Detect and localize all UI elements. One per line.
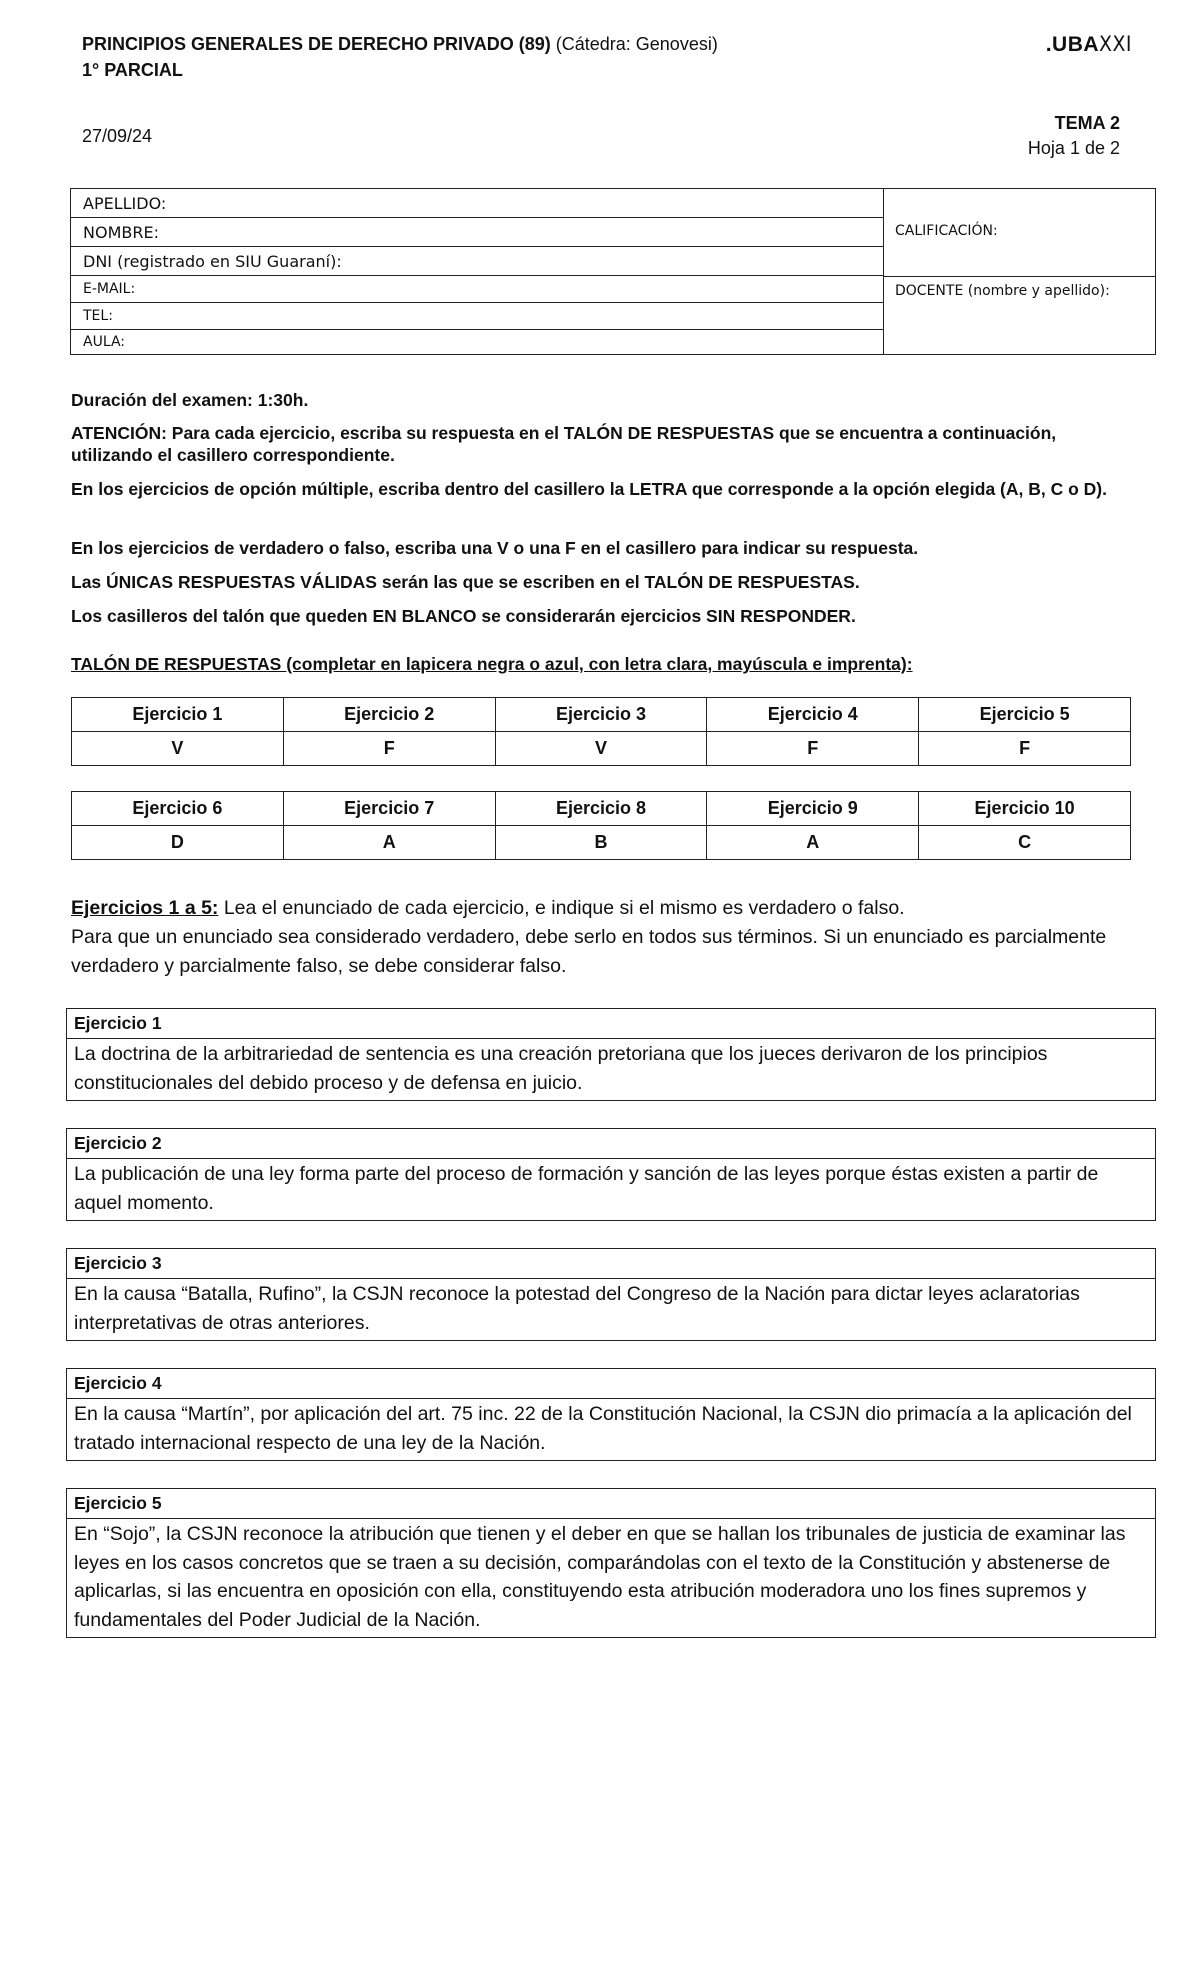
course-title [82,34,718,55]
aula-label: AULA: [83,334,125,350]
answer-header-cell: Ejercicio 4 [707,698,919,732]
answer-table-1 [71,697,1131,766]
uba-xxi-logo [1046,32,1132,57]
apellido-field[interactable] [71,189,883,218]
answer-header-cell: Ejercicio 7 [283,792,495,826]
answer-header-cell: Ejercicio 2 [283,698,495,732]
exercise-title: Ejercicio 1 [67,1009,1155,1039]
answer-header-cell: Ejercicio 8 [495,792,707,826]
answer-header-cell: Ejercicio 10 [919,792,1131,826]
instr-unicas: Las ÚNICAS RESPUESTAS VÁLIDAS serán las que se escriben en el TALÓN DE RESPUESTAS. [71,572,860,592]
exercise-title: Ejercicio 5 [67,1489,1155,1519]
exercise-5 [66,1488,1156,1638]
answer-cell[interactable]: F [919,732,1131,766]
answer-header-cell: Ejercicio 3 [495,698,707,732]
answer-header-cell: Ejercicio 5 [919,698,1131,732]
exercise-text: En la causa “Batalla, Rufino”, la CSJN reconoce la potestad del Congreso de la Nación para dictar leyes aclaratorias interpretativas de otras anteriores. [74,1283,1080,1334]
nombre-field[interactable] [71,218,883,247]
exercise-text: En la causa “Martín”, por aplicación del art. 75 inc. 22 de la Constitución Nacional, la CSJN dio primacía a la aplicación del tratado internacional respecto de una ley de la Nación. [74,1403,1132,1454]
talon-title: TALÓN DE RESPUESTAS (completar en lapicera negra o azul, con letra clara, mayúscula e imprenta): [71,654,913,674]
docente-field [883,277,1155,354]
student-info-fields [71,189,884,354]
calificacion-label: CALIFICACIÓN: [895,223,998,239]
student-info-box [70,188,1156,355]
instr-blanco: Los casilleros del talón que queden EN BLANCO se considerarán ejercicios SIN RESPONDER. [71,606,856,626]
answer-cell[interactable]: A [283,826,495,860]
exercise-title: Ejercicio 4 [67,1369,1155,1399]
ejercicios-intro-line2: Para que un enunciado sea considerado verdadero, debe serlo en todos sus términos. Si un enunciado es parcialmente verdadero y parcialmente falso, se debe considerar falso. [71,926,1107,977]
instr-duracion: Duración del examen: 1:30h. [71,390,309,410]
exercise-text: En “Sojo”, la CSJN reconoce la atribución que tienen y el deber en que se hallan los tribunales de justicia de examinar las leyes en los casos concretos que se traen a su decisión, comparándolas con el texto de la Constitución y abstenerse de aplicarlas, si las encuentra en oposición con ella, constituyendo esta atribución moderadora uno los fines supremos y fundamentales del Poder Judicial de la Nación. [74,1523,1126,1631]
exercise-3 [66,1248,1156,1341]
answer-table-2-values [72,826,1131,860]
exercise-text: La doctrina de la arbitrariedad de sentencia es una creación pretoriana que los jueces derivaron de los principios constitucionales del debido proceso y de defensa en juicio. [74,1043,1048,1094]
dni-label: DNI (registrado en SIU Guaraní): [83,251,342,271]
instr-opcion-multiple: En los ejercicios de opción múltiple, escriba dentro del casillero la LETRA que corresponde a la opción elegida (A, B, C o D). [71,479,1107,499]
aula-field[interactable] [71,330,883,354]
answer-header-cell: Ejercicio 6 [72,792,284,826]
page-count: Hoja 1 de 2 [1027,138,1120,158]
ejercicios-intro [71,894,1151,981]
answer-cell[interactable]: B [495,826,707,860]
ejercicios-intro-line1: Lea el enunciado de cada ejercicio, e indique si el mismo es verdadero o falso. [218,897,905,919]
exercise-title: Ejercicio 2 [67,1129,1155,1159]
answer-cell[interactable]: F [707,732,919,766]
answer-header-cell: Ejercicio 9 [707,792,919,826]
apellido-label: APELLIDO: [83,193,167,213]
exercise-text: La publicación de una ley forma parte del proceso de formación y sanción de las leyes porque éstas existen a partir de aquel momento. [74,1163,1099,1214]
answer-cell[interactable]: F [283,732,495,766]
logo-xxi: XXI [1099,32,1132,56]
logo-uba: .UBA [1045,33,1100,56]
answer-cell[interactable]: V [495,732,707,766]
dni-field[interactable] [71,247,883,276]
exercise-title: Ejercicio 3 [67,1249,1155,1279]
answer-table-2 [71,791,1131,860]
email-field[interactable] [71,276,883,303]
instr-verdadero-falso: En los ejercicios de verdadero o falso, escriba una V o una F en el casillero para indicar su respuesta. [71,538,919,558]
docente-label: DOCENTE (nombre y apellido): [895,283,1110,299]
answer-cell[interactable]: D [72,826,284,860]
answer-table-2-header [72,792,1131,826]
exam-tema: TEMA 2 [1054,113,1120,133]
answer-table-1-header [72,698,1131,732]
answer-cell[interactable]: C [919,826,1131,860]
instr-atencion: ATENCIÓN: Para cada ejercicio, escriba su respuesta en el TALÓN DE RESPUESTAS que se encuentra a continuación, utilizando el casillero correspondiente. [71,423,1057,465]
ejercicios-intro-lead: Ejercicios 1 a 5: [71,897,219,919]
tel-label: TEL: [83,308,113,324]
answer-table-1-values [72,732,1131,766]
nombre-label: NOMBRE: [83,222,159,242]
answer-header-cell: Ejercicio 1 [72,698,284,732]
course-title-bold: PRINCIPIOS GENERALES DE DERECHO PRIVADO (89) [82,34,551,54]
answer-cell[interactable]: A [707,826,919,860]
exam-type: 1° PARCIAL [82,60,183,80]
exercise-2 [66,1128,1156,1221]
exercise-1 [66,1008,1156,1101]
email-label: E-MAIL: [83,281,136,297]
answer-cell[interactable]: V [72,732,284,766]
exam-date: 27/09/24 [82,126,153,146]
exercise-4 [66,1368,1156,1461]
course-catedra: (Cátedra: Genovesi) [550,34,718,54]
tel-field[interactable] [71,303,883,330]
calificacion-field [883,189,1155,277]
